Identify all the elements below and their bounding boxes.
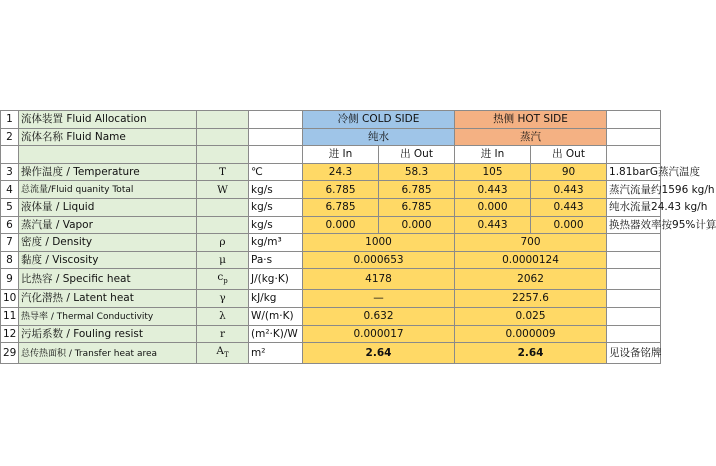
symbol-cell[interactable]: γ bbox=[197, 290, 249, 308]
cold-in-header[interactable]: 进 In bbox=[303, 146, 379, 164]
hot-value[interactable]: 0.025 bbox=[455, 307, 607, 325]
row-label[interactable]: 污垢系数 / Fouling resist bbox=[19, 325, 197, 343]
cold-in-value[interactable]: 24.3 bbox=[303, 163, 379, 181]
row-number[interactable]: 5 bbox=[1, 199, 19, 217]
symbol-cell[interactable] bbox=[197, 216, 249, 234]
unit-cell[interactable] bbox=[249, 146, 303, 164]
table-row bbox=[1, 163, 661, 181]
cold-in-value[interactable]: 6.785 bbox=[303, 199, 379, 217]
row-number[interactable]: 11 bbox=[1, 307, 19, 325]
note-cell[interactable] bbox=[607, 307, 661, 325]
cold-out-value[interactable]: 6.785 bbox=[379, 199, 455, 217]
note-cell[interactable] bbox=[607, 111, 661, 129]
hot-in-value[interactable]: 105 bbox=[455, 163, 531, 181]
table-row bbox=[1, 128, 661, 146]
unit-cell[interactable]: J/(kg·K) bbox=[249, 269, 303, 290]
table-row bbox=[1, 251, 661, 269]
note-cell[interactable]: 蒸汽流量约1596 kg/h bbox=[607, 181, 661, 199]
cold-value[interactable]: 1000 bbox=[303, 234, 455, 252]
symbol-cell[interactable]: r bbox=[197, 325, 249, 343]
note-cell[interactable] bbox=[607, 234, 661, 252]
cold-value[interactable]: 0.000017 bbox=[303, 325, 455, 343]
row-number[interactable]: 3 bbox=[1, 163, 19, 181]
row-number[interactable]: 12 bbox=[1, 325, 19, 343]
symbol-cell[interactable] bbox=[197, 199, 249, 217]
hot-value[interactable]: 0.000009 bbox=[455, 325, 607, 343]
hot-value[interactable]: 700 bbox=[455, 234, 607, 252]
table-row bbox=[1, 325, 661, 343]
hot-out-value[interactable]: 0.443 bbox=[531, 181, 607, 199]
symbol-cell[interactable]: λ bbox=[197, 307, 249, 325]
hot-out-header[interactable]: 出 Out bbox=[531, 146, 607, 164]
hot-value[interactable]: 2.64 bbox=[455, 343, 607, 364]
table-row bbox=[1, 216, 661, 234]
row-number[interactable]: 2 bbox=[1, 128, 19, 146]
symbol-cell[interactable] bbox=[197, 111, 249, 129]
unit-cell[interactable]: m² bbox=[249, 343, 303, 364]
row-label[interactable]: 黏度 / Viscosity bbox=[19, 251, 197, 269]
row-number[interactable]: 7 bbox=[1, 234, 19, 252]
table-row bbox=[1, 181, 661, 199]
unit-cell[interactable]: kg/s bbox=[249, 181, 303, 199]
table-row bbox=[1, 307, 661, 325]
row-label[interactable]: 比热容 / Specific heat bbox=[19, 269, 197, 290]
note-cell[interactable] bbox=[607, 128, 661, 146]
row-label[interactable] bbox=[19, 181, 197, 199]
row-number[interactable]: 4 bbox=[1, 181, 19, 199]
hot-value[interactable]: 2062 bbox=[455, 269, 607, 290]
symbol-cell[interactable] bbox=[197, 146, 249, 164]
table-row bbox=[1, 111, 661, 129]
row-number[interactable] bbox=[1, 146, 19, 164]
cold-value[interactable]: 0.000653 bbox=[303, 251, 455, 269]
row-number[interactable]: 29 bbox=[1, 343, 19, 364]
hot-out-value[interactable]: 0.443 bbox=[531, 199, 607, 217]
cold-out-value[interactable]: 6.785 bbox=[379, 181, 455, 199]
note-cell[interactable] bbox=[607, 146, 661, 164]
cold-value[interactable]: — bbox=[303, 290, 455, 308]
row-label[interactable]: 汽化潜热 / Latent heat bbox=[19, 290, 197, 308]
row-label-text: 总传热面积 / Transfer heat area bbox=[21, 348, 158, 359]
hot-in-header[interactable]: 进 In bbox=[455, 146, 531, 164]
symbol-cell[interactable]: $c_p$ bbox=[197, 269, 249, 290]
symbol-cell[interactable]: $A_T$ bbox=[197, 343, 249, 364]
row-label[interactable]: 密度 / Density bbox=[19, 234, 197, 252]
unit-cell[interactable]: kg/m³ bbox=[249, 234, 303, 252]
row-number[interactable]: 8 bbox=[1, 251, 19, 269]
row-label[interactable]: 操作温度 / Temperature bbox=[19, 163, 197, 181]
cold-value[interactable]: 4178 bbox=[303, 269, 455, 290]
row-label-text: 热导率 / Thermal Conductivity bbox=[21, 311, 154, 322]
hot-fluid-name[interactable]: 蒸汽 bbox=[455, 128, 607, 146]
symbol-cell[interactable]: T bbox=[197, 163, 249, 181]
hot-out-value[interactable]: 0.000 bbox=[531, 216, 607, 234]
unit-cell[interactable]: kJ/kg bbox=[249, 290, 303, 308]
note-cell[interactable]: 1.81barG蒸汽温度 bbox=[607, 163, 661, 181]
cold-in-value[interactable]: 0.000 bbox=[303, 216, 379, 234]
unit-cell[interactable]: (m²·K)/W bbox=[249, 325, 303, 343]
hot-in-value[interactable]: 0.443 bbox=[455, 181, 531, 199]
row-label[interactable] bbox=[19, 146, 197, 164]
table-row bbox=[1, 290, 661, 308]
note-cell[interactable] bbox=[607, 269, 661, 290]
spreadsheet-table bbox=[0, 110, 716, 364]
cold-fluid-name[interactable]: 纯水 bbox=[303, 128, 455, 146]
unit-cell[interactable] bbox=[249, 128, 303, 146]
row-number[interactable]: 10 bbox=[1, 290, 19, 308]
cold-out-value[interactable]: 0.000 bbox=[379, 216, 455, 234]
unit-cell[interactable]: ℃ bbox=[249, 163, 303, 181]
table-row bbox=[1, 234, 661, 252]
symbol-cell[interactable]: W bbox=[197, 181, 249, 199]
hot-side-header[interactable]: 热侧 HOT SIDE bbox=[455, 111, 607, 129]
note-cell[interactable] bbox=[607, 290, 661, 308]
note-cell[interactable]: 换热器效率按95%计算 bbox=[607, 216, 661, 234]
row-label-text: 总流量/Fluid quanity Total bbox=[21, 185, 134, 195]
symbol-cell[interactable]: ρ bbox=[197, 234, 249, 252]
note-cell[interactable] bbox=[607, 251, 661, 269]
table-row bbox=[1, 146, 661, 164]
row-number[interactable]: 6 bbox=[1, 216, 19, 234]
cold-out-header[interactable]: 出 Out bbox=[379, 146, 455, 164]
table-row bbox=[1, 343, 661, 364]
cold-in-value[interactable]: 6.785 bbox=[303, 181, 379, 199]
cold-value[interactable]: 2.64 bbox=[303, 343, 455, 364]
row-label[interactable]: 蒸汽量 / Vapor bbox=[19, 216, 197, 234]
unit-cell[interactable]: kg/s bbox=[249, 216, 303, 234]
cold-value[interactable]: 0.632 bbox=[303, 307, 455, 325]
table-row bbox=[1, 269, 661, 290]
cold-side-header[interactable]: 冷侧 COLD SIDE bbox=[303, 111, 455, 129]
row-label[interactable] bbox=[19, 343, 197, 364]
symbol-cell[interactable]: μ bbox=[197, 251, 249, 269]
row-label[interactable] bbox=[19, 307, 197, 325]
hot-in-value[interactable]: 0.000 bbox=[455, 199, 531, 217]
note-cell[interactable]: 见设备铭牌 bbox=[607, 343, 661, 364]
hot-in-value[interactable]: 0.443 bbox=[455, 216, 531, 234]
row-label[interactable]: 液体量 / Liquid bbox=[19, 199, 197, 217]
unit-cell[interactable]: Pa·s bbox=[249, 251, 303, 269]
cold-out-value[interactable]: 58.3 bbox=[379, 163, 455, 181]
hot-out-value[interactable]: 90 bbox=[531, 163, 607, 181]
unit-cell[interactable] bbox=[249, 111, 303, 129]
row-label[interactable]: 流体名称 Fluid Name bbox=[19, 128, 197, 146]
symbol-cell[interactable] bbox=[197, 128, 249, 146]
table-row bbox=[1, 199, 661, 217]
hot-value[interactable]: 2257.6 bbox=[455, 290, 607, 308]
row-label[interactable]: 流体装置 Fluid Allocation bbox=[19, 111, 197, 129]
unit-cell[interactable]: W/(m·K) bbox=[249, 307, 303, 325]
unit-cell[interactable]: kg/s bbox=[249, 199, 303, 217]
hot-value[interactable]: 0.0000124 bbox=[455, 251, 607, 269]
note-cell[interactable]: 纯水流量24.43 kg/h bbox=[607, 199, 661, 217]
row-number[interactable]: 9 bbox=[1, 269, 19, 290]
note-cell[interactable] bbox=[607, 325, 661, 343]
row-number[interactable]: 1 bbox=[1, 111, 19, 129]
